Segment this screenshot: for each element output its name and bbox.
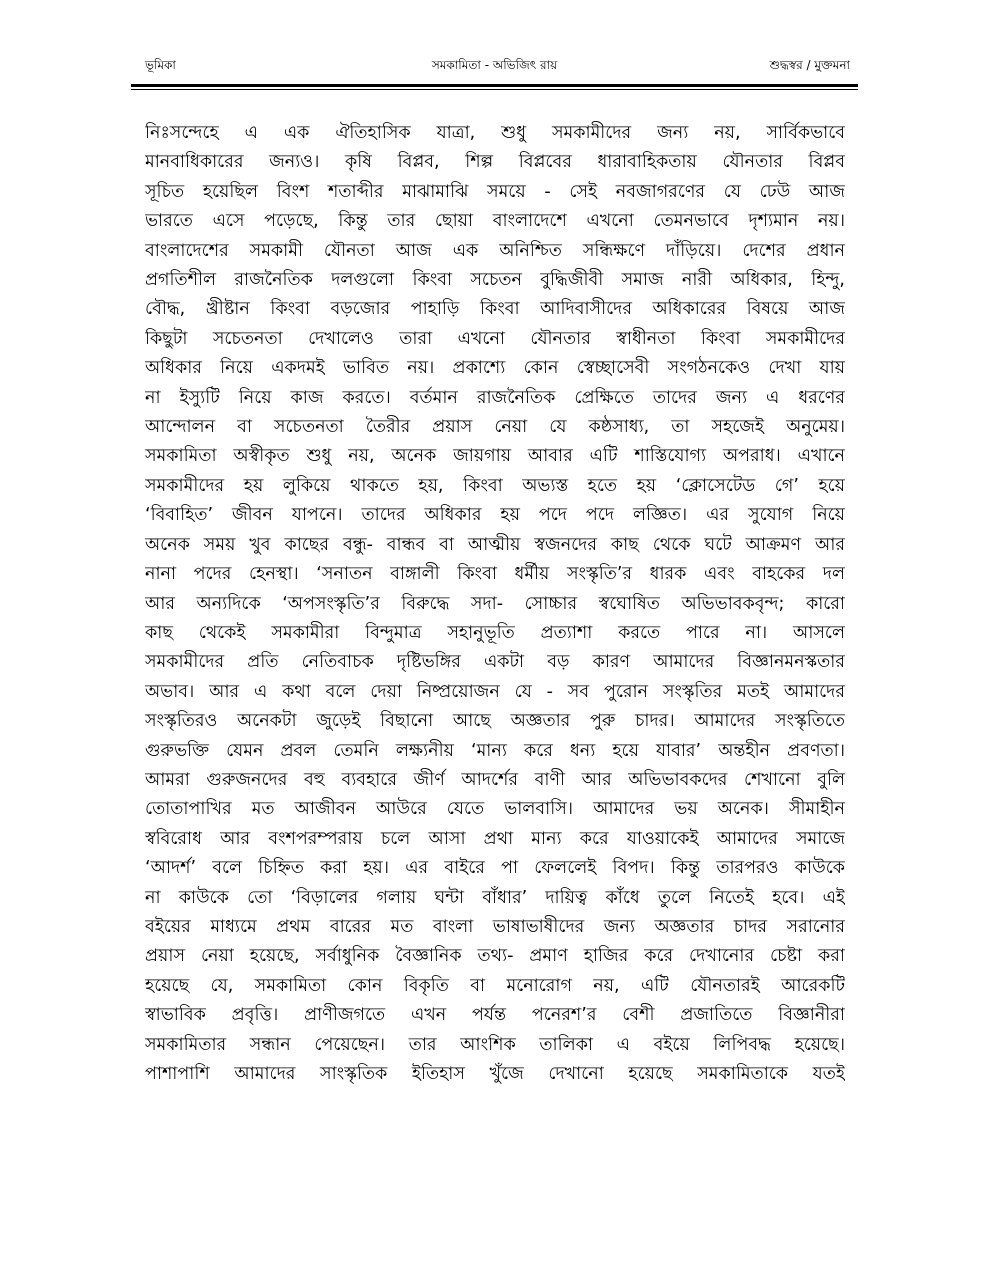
text-line: মানবাধিকারের জন্যও। কৃষি বিপ্লব, শিল্প বিপ্লবের ধারাবাহিকতায় যৌনতার বিপ্লব (145, 152, 845, 173)
text-line: না কাউকে তো ‘বিড়ালের গলায় ঘন্টা বাঁধার’ দায়িত্ব কাঁধে তুলে নিতেই হবে। এই (145, 887, 845, 908)
text-line: গুরুভক্তি যেমন প্রবল তেমনি লক্ষ্যনীয় ‘মান্য করে ধন্য হয়ে যাবার’ অন্তহীন প্রবণতা। (145, 740, 845, 761)
text-line: কিছুটা সচেতনতা দেখালেও তারা এখনো যৌনতার স্বাধীনতা কিংবা সমকামীদের (145, 328, 845, 349)
text-line: সমকামীদের প্রতি নেতিবাচক দৃষ্টিভঙ্গির একটা বড় কারণ আমাদের বিজ্ঞানমনস্কতার (145, 652, 845, 673)
text-line: অভাব। আর এ কথা বলে দেয়া নিষ্প্রয়োজন যে - সব পুরোন সংস্কৃতির মতই আমাদের (145, 681, 845, 702)
text-line: আর অন্যদিকে ‘অপসংস্কৃতি’র বিরুদ্ধে সদা- সোচ্চার স্বঘোষিত অভিভাবকবৃন্দ; কারো (145, 593, 845, 614)
text-line: বৌদ্ধ, খ্রীষ্টান কিংবা বড়জোর পাহাড়ি কিংবা আদিবাসীদের অধিকারের বিষয়ে আজ (145, 299, 845, 320)
page-header (131, 52, 858, 78)
text-line: নানা পদের হেনস্থা। ‘সনাতন বাঙ্গালী কিংবা ধর্মীয় সংস্কৃতি’র ধারক এবং বাহকের দল (145, 564, 845, 585)
text-line: আন্দোলন বা সচেতনতা তৈরীর প্রয়াস নেয়া যে কষ্ঠসাধ্য, তা সহজেই অনুমেয়। (145, 417, 845, 438)
header-section-title: ভূমিকা (145, 58, 176, 72)
text-line: স্বাভাবিক প্রবৃত্তি। প্রাণীজগতে এখন পর্যন্ত পনেরশ’র বেশী প্রজাতিতে বিজ্ঞানীরা (145, 1005, 845, 1026)
header-book-title: সমকামিতা - অভিজিৎ রায় (431, 58, 558, 72)
text-line: হয়েছে যে, সমকামিতা কোন বিকৃতি বা মনোরোগ নয়, এটি যৌনতারই আরেকটি (145, 975, 845, 996)
text-line: না ইস্যুটি নিয়ে কাজ করতে। বর্তমান রাজনৈতিক প্রেক্ষিতে তাদের জন্য এ ধরণের (145, 387, 845, 408)
text-line: প্রগতিশীল রাজনৈতিক দলগুলো কিংবা সচেতন বুদ্ধিজীবী সমাজ নারী অধিকার, হিন্দু, (145, 270, 845, 291)
text-line: ‘আদর্শ’ বলে চিহ্নিত করা হয়। এর বাইরে পা ফেললেই বিপদ। কিন্তু তারপরও কাউকে (145, 858, 845, 879)
text-line: সূচিত হয়েছিল বিংশ শতাব্দীর মাঝামাঝি সময়ে - সেই নবজাগরণের যে ঢেউ আজ (145, 181, 845, 202)
text-line: অনেক সময় খুব কাছের বন্ধু- বান্ধব বা আত্মীয় স্বজনদের কাছ থেকে ঘটে আক্রমণ আর (145, 534, 845, 555)
text-line: ভারতে এসে পড়েছে, কিন্তু তার ছোয়া বাংলাদেশে এখনো তেমনভাবে দৃশ্যমান নয়। (145, 211, 845, 232)
text-line: সংস্কৃতিরও অনেকটা জুড়েই বিছানো আছে অজ্ঞতার পুরু চাদর। আমাদের সংস্কৃতিতে (145, 711, 845, 732)
text-line: কাছ থেকেই সমকামীরা বিন্দুমাত্র সহানুভূতি প্রত্যাশা করতে পারে না। আসলে (145, 622, 845, 643)
header-rule-thick (131, 84, 858, 87)
text-line: নিঃসন্দেহে এ এক ঐতিহাসিক যাত্রা, শুধু সমকামীদের জন্য নয়, সার্বিকভাবে (145, 123, 845, 143)
text-line: পাশাপাশি আমাদের সাংস্কৃতিক ইতিহাস খুঁজে দেখানো হয়েছে সমকামিতাকে যতই (145, 1064, 845, 1084)
text-line: স্ববিরোধ আর বংশপরম্পরায় চলে আসা প্রথা মান্য করে যাওয়াকেই আমাদের সমাজে (145, 828, 845, 849)
text-line: বইয়ের মাধ্যমে প্রথম বারের মত বাংলা ভাষাভাষীদের জন্য অজ্ঞতার চাদর সরানোর (145, 916, 845, 937)
text-line: বাংলাদেশের সমকামী যৌনতা আজ এক অনিশ্চিত সন্ধিক্ষণে দাঁড়িয়ে। দেশের প্রধান (145, 240, 845, 261)
body-paragraph (145, 119, 845, 1089)
text-line: আমরা গুরুজনদের বহু ব্যবহারে জীর্ণ আদর্শের বাণী আর অভিভাবকদের শেখানো বুলি (145, 769, 845, 790)
text-line: সমকামীদের হয় লুকিয়ে থাকতে হয়, কিংবা অভ্যস্ত হতে হয় ‘ক্লোসেটেড গে’ হয়ে (145, 475, 845, 496)
text-line: তোতাপাখির মত আজীবন আউরে যেতে ভালবাসি। আমাদের ভয় অনেক। সীমাহীন (145, 799, 845, 820)
header-publisher: শুদ্ধস্বর / মুক্তমনা (769, 58, 850, 72)
text-line: প্রয়াস নেয়া হয়েছে, সর্বাধুনিক বৈজ্ঞানিক তথ্য- প্রমাণ হাজির করে দেখানোর চেষ্টা করা (145, 946, 845, 967)
text-line: ‘বিবাহিত’ জীবন যাপনে। তাদের অধিকার হয় পদে পদে লজ্ঞিত। এর সুযোগ নিয়ে (145, 505, 845, 526)
text-line: সমকামিতার সন্ধান পেয়েছেন। তার আংশিক তালিকা এ বইয়ে লিপিবদ্ধ হয়েছে। (145, 1034, 845, 1055)
header-rule-thin (131, 89, 858, 90)
text-line: সমকামিতা অস্বীকৃত শুধু নয়, অনেক জায়গায় আবার এটি শাস্তিযোগ্য অপরাধ। এখানে (145, 446, 845, 467)
text-line: অধিকার নিয়ে একদমই ভাবিত নয়। প্রকাশ্যে কোন স্বেচ্ছাসেবী সংগঠনকেও দেখা যায় (145, 358, 845, 379)
